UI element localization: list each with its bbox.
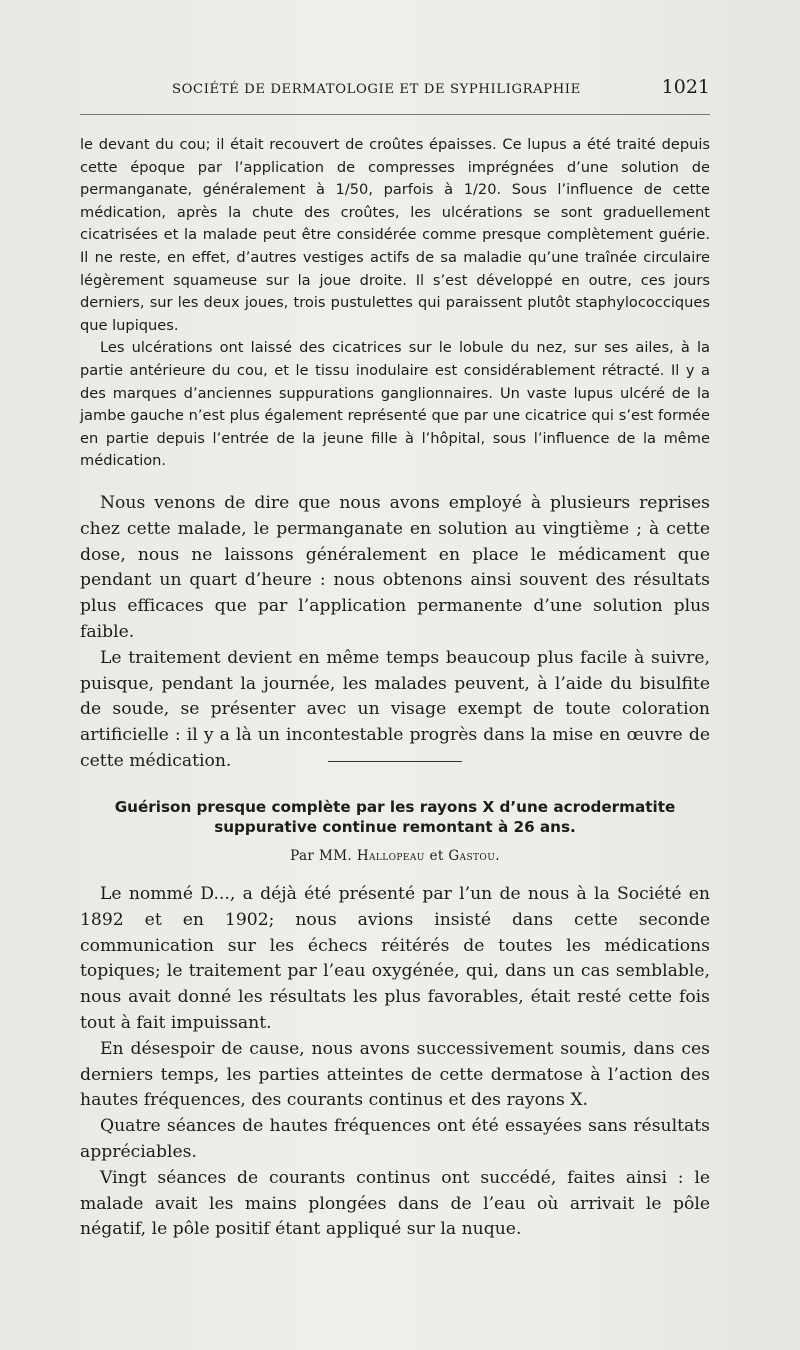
article-paragraph-1: Le nommé D..., a déjà été présenté par l’un de nous à la Société en 1892 et en 1902; nous avions insisté dans cette seconde communication sur les échecs réitérés de toutes les médications topiques; le traitement par l’eau oxygénée, qui, dans un cas semblable, nous avait donné les résultats les plus favorables, était resté cette fois tout à fait impuissant. <box>80 884 710 1033</box>
byline-conjunction: et <box>429 848 444 864</box>
article-paragraph-2: En désespoir de cause, nous avons successivement soumis, dans ces derniers temps, les parties atteintes de cette dermatose à l’action des hautes fréquences, des courants continus et des rayons X. <box>80 1038 710 1111</box>
article-title-line-1: Guérison presque complète par les rayons X d’une acrodermatite <box>114 798 676 816</box>
commentary-paragraph-2: Le traitement devient en même temps beaucoup plus facile à suivre, puisque, pendant la journée, les malades peuvent, à l’aide du bisulfite de soude, se présenter avec un visage exempt de toute coloration artificielle : il y a là un incontestable progrès dans la mise en œuvre de cette médication. <box>80 647 710 771</box>
page-number: 1021 <box>661 76 710 98</box>
running-title: SOCIÉTÉ DE DERMATOLOGIE ET DE SYPHILIGRAPHIE <box>172 82 581 97</box>
header-rule <box>80 114 710 115</box>
author-gastou: Gastou. <box>448 848 500 864</box>
article-body <box>80 882 710 1243</box>
article-title <box>80 797 710 837</box>
commentary-paragraph-1: Nous venons de dire que nous avons employé à plusieurs reprises chez cette malade, le permanganate en solution au vingtième ; à cette dose, nous ne laissons généralement en place le médicament que pendant un quart d’heure : nous obtenons ainsi souvent des résultats plus efficaces que par l’application permanente d’une solution plus faible. <box>80 493 710 642</box>
article-byline <box>80 848 710 864</box>
author-hallopeau: Hallopeau <box>356 848 425 864</box>
article-title-line-2: suppurative continue remontant à 26 ans. <box>214 818 576 836</box>
byline-prefix: Par MM. <box>290 848 353 864</box>
case-report-continuation <box>80 134 710 473</box>
section-divider <box>328 761 462 762</box>
case-report-paragraph-1: le devant du cou; il était recouvert de croûtes épaisses. Ce lupus a été traité depuis cette époque par l’application de compresses imprégnées d’une solution de permanganate, généralement à 1/50, parfois à 1/20. Sous l’influence de cette médication, après la chute des croûtes, les ulcérations se sont graduellement cicatrisées et la malade peut être considérée comme presque complètement guérie. Il ne reste, en effet, d’autres vestiges actifs de sa maladie qu’une traînée circulaire légèrement squameuse sur la joue droite. Il s’est développé en outre, ces jours derniers, sur les deux joues, trois pustulettes qui paraissent plutôt staphylococciques que lupiques. <box>80 136 710 334</box>
case-report-paragraph-2: Les ulcérations ont laissé des cicatrices sur le lobule du nez, sur ses ailes, à la partie antérieure du cou, et le tissu inodulaire est considérablement rétracté. Il y a des marques d’anciennes suppurations ganglionnaires. Un vaste lupus ulcéré de la jambe gauche n’est plus également représenté que par une cicatrice qui s’est formée en partie depuis l’entrée de la jeune fille à l’hôpital, sous l’influence de la même médication. <box>80 339 710 470</box>
commentary <box>80 491 710 775</box>
article-paragraph-4: Vingt séances de courants continus ont succédé, faites ainsi : le malade avait les mains plongées dans de l’eau où arrivait le pôle négatif, le pôle positif étant appliqué sur la nuque. <box>80 1167 710 1240</box>
page-header <box>172 76 710 104</box>
article-paragraph-3: Quatre séances de hautes fréquences ont été essayées sans résultats appréciables. <box>80 1116 710 1162</box>
